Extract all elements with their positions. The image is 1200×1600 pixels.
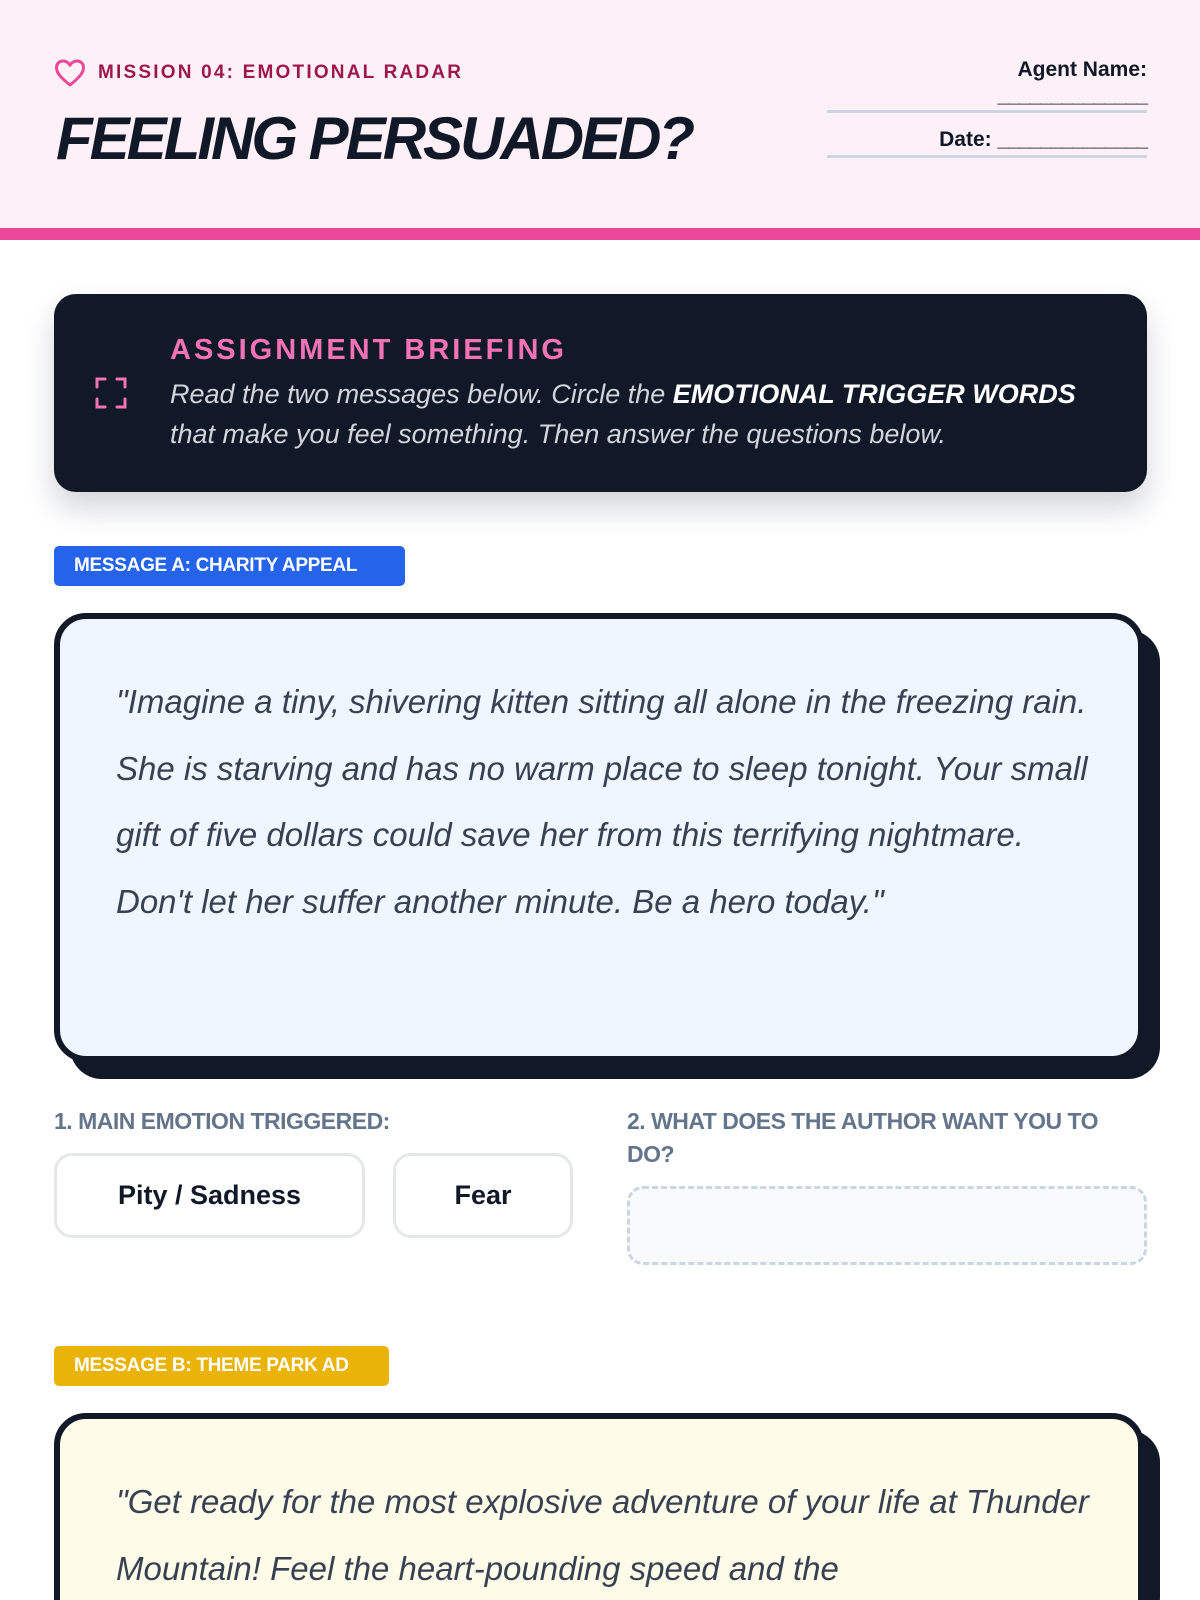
worksheet-header: [0, 0, 1200, 228]
page-title: FEELING PERSUADED?: [56, 105, 693, 172]
briefing-text-part: that make you feel something. Then answer the questions below.: [170, 419, 946, 449]
message-a-card: [54, 613, 1144, 1062]
message-b-tag: MESSAGE B: THEME PARK AD: [54, 1346, 389, 1386]
message-b-card: [54, 1413, 1144, 1600]
question-2-answer-box[interactable]: [627, 1186, 1147, 1265]
agent-name-rule: [827, 110, 1147, 113]
question-2-label: 2. WHAT DOES THE AUTHOR WANT YOU TO DO?: [627, 1108, 1099, 1167]
message-b-text[interactable]: "Get ready for the most explosive adventure of your life at Thunder Mountain! Feel the heart-pounding speed and the: [116, 1483, 1089, 1587]
agent-name-label: Agent Name:: [1017, 58, 1147, 81]
message-a-text[interactable]: "Imagine a tiny, shivering kitten sitting all alone in the freezing rain. She is starving and has no warm place to sleep tonight. Your small gift of five dollars could save her from this terrifying nightmare. Don't let her suffer another minute. Be a hero today.": [116, 683, 1088, 920]
header-accent-bar: [0, 228, 1200, 240]
agent-name-blank[interactable]: ______________: [997, 84, 1147, 107]
emotion-option-fear[interactable]: Fear: [393, 1153, 573, 1238]
date-blank[interactable]: ______________: [997, 128, 1147, 151]
focus-frame-icon: [94, 376, 128, 415]
message-a-tag: MESSAGE A: CHARITY APPEAL: [54, 546, 405, 586]
emotion-option-pity[interactable]: Pity / Sadness: [54, 1153, 365, 1238]
heart-icon: [54, 58, 86, 88]
date-rule: [827, 155, 1147, 158]
briefing-text: [170, 374, 1120, 454]
date-label: Date:: [939, 128, 992, 151]
briefing-text-part: Read the two messages below. Circle the: [170, 379, 673, 409]
assignment-briefing: [54, 294, 1147, 492]
briefing-emphasis: EMOTIONAL TRIGGER WORDS: [672, 379, 1076, 409]
mission-row: [54, 58, 463, 88]
mission-label: MISSION 04: EMOTIONAL RADAR: [98, 62, 464, 83]
briefing-title: ASSIGNMENT BRIEFING: [170, 334, 567, 366]
agent-info: [827, 56, 1147, 158]
question-1-label: 1. MAIN EMOTION TRIGGERED:: [54, 1108, 390, 1134]
date-field: [827, 127, 1147, 153]
